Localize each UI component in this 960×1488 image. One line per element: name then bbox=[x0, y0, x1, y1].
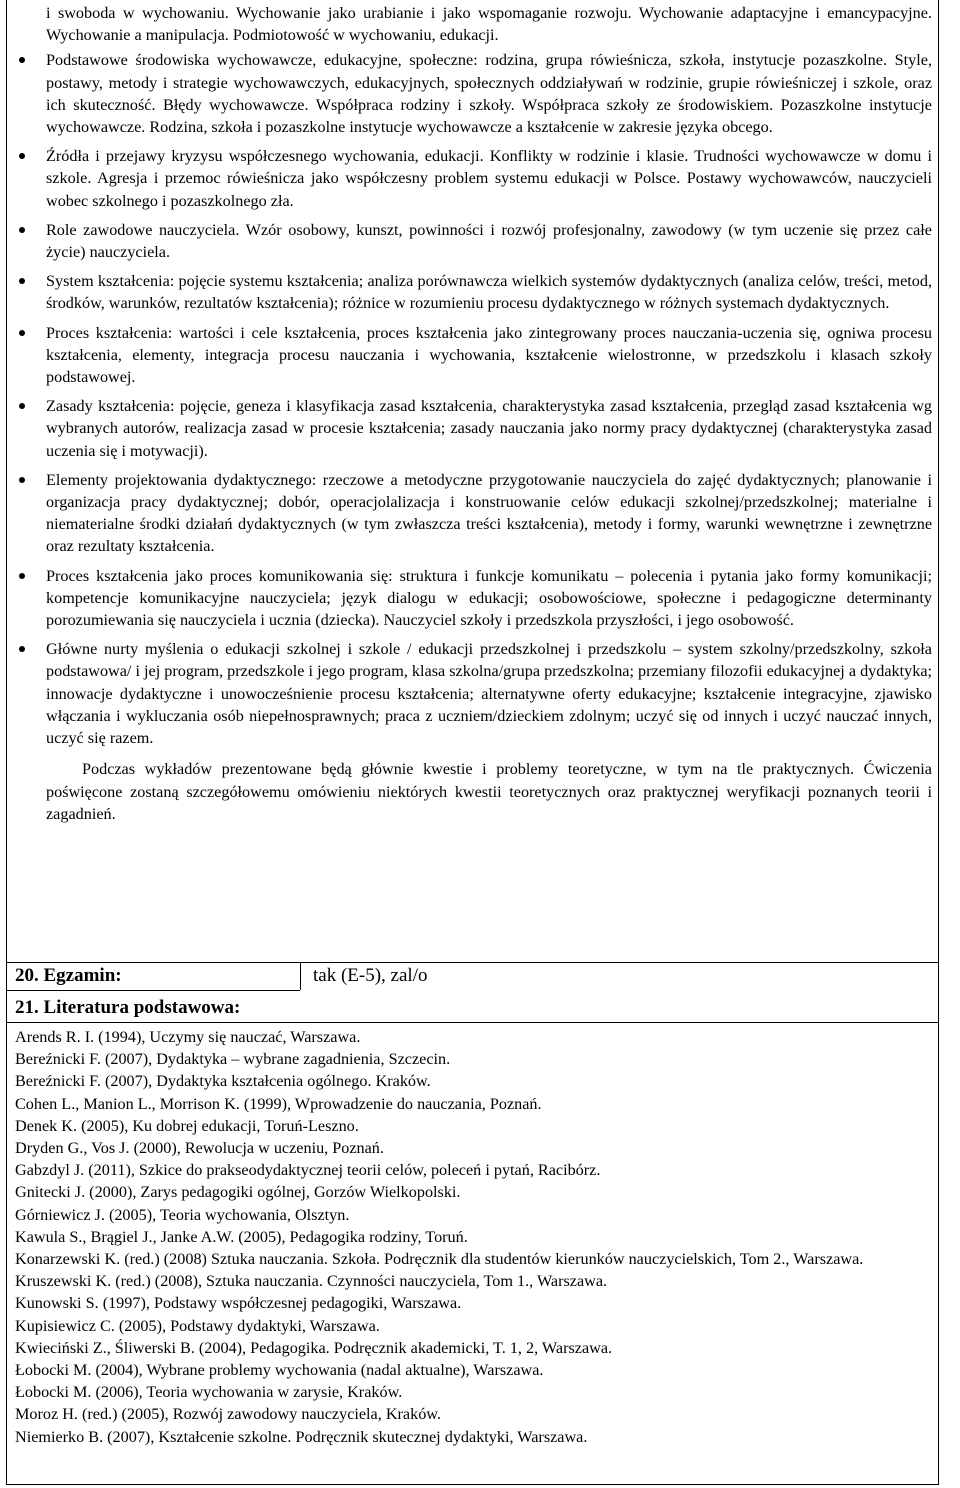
list-item-text: Zasady kształcenia: pojęcie, geneza i klasyfikacja zasad kształcenia, charakterystyka zasad kształcenia, przegląd zasad kształcenia wg wybranych autorów, realizacja zasad w procesie kształcenia; zasady nauczania jako normy pracy dydaktycznej (charakterystyka zasad uczenia się i motywacji). bbox=[46, 397, 932, 460]
list-item bbox=[14, 638, 932, 749]
literature-item: Cohen L., Manion L., Morrison K. (1999), Wprowadzenie do nauczania, Poznań. bbox=[15, 1094, 542, 1113]
list-item bbox=[14, 270, 932, 314]
literature-header-bottom-border bbox=[6, 1022, 939, 1023]
literature-item: Kruszewski K. (red.) (2008), Sztuka nauczania. Czynności nauczyciela, Tom 1., Warszawa. bbox=[15, 1272, 608, 1291]
list-item bbox=[14, 565, 932, 632]
bullet-icon bbox=[19, 57, 25, 63]
closing-paragraph: Podczas wykładów prezentowane będą głównie kwestie i problemy teoretyczne, w tym na tle praktycznych. Ćwiczenia poświęcone zostaną szczegółowemu omówieniu niektórych kwestii teoretycznych oraz praktycznej weryfikacji poznanych teorii i zagadnień. bbox=[46, 760, 932, 823]
program-content-section bbox=[14, 2, 932, 825]
bullet-icon bbox=[19, 153, 25, 159]
literature-item: Kawula S., Brągiel J., Janke A.W. (2005), Pedagogika rodziny, Toruń. bbox=[15, 1227, 468, 1246]
exam-cell-divider bbox=[300, 962, 301, 990]
list-item-text: Proces kształcenia jako proces komunikowania się: struktura i funkcje komunikatu – polecenia i pytania jako formy komunikacji; kompetencje komunikacyjne nauczyciela; język dialogu w edukacji; osobowościowe, społeczne i pedagogiczne determinanty porozumiewania się nauczyciela i ucznia (dziecka). Nauczyciel szkoły i przedszkola przyszłości, i jego osobowość. bbox=[46, 566, 932, 630]
exam-row-bottom-border bbox=[6, 990, 300, 991]
literature-item: Górniewicz J. (2005), Teoria wychowania, Olsztyn. bbox=[15, 1205, 350, 1224]
list-item bbox=[14, 219, 932, 263]
literature-item: Arends R. I. (1994), Uczymy się nauczać, Warszawa. bbox=[15, 1028, 361, 1046]
bullet-icon bbox=[19, 330, 25, 336]
list-item-text: Podstawowe środowiska wychowawcze, edukacyjne, społeczne: rodzina, grupa rówieśnicza, szkoła, instytucje pozaszkolne. Style, postawy, metody i strategie wychowawczych, edukacyjnych, społecznych oddziaływań w rodzinie, grupie rówieśniczej i szkole, oraz ich skuteczność. Błędy wychowawcze. Współpraca rodziny i szkoły. Współpraca szkoły ze środowiskiem. Pozaszkolne instytucje wychowawcze. Rodzina, szkoła i pozaszkolne instytucje wychowawcze a kształcenie w zakresie języka obcego. bbox=[46, 51, 932, 137]
literature-item: Kupisiewicz C. (2005), Podstawy dydaktyki, Warszawa. bbox=[15, 1316, 380, 1335]
literature-item: Niemierko B. (2007), Kształcenie szkolne. Podręcznik skutecznej dydaktyki, Warszawa. bbox=[15, 1427, 588, 1446]
bullet-icon bbox=[19, 227, 25, 233]
list-item bbox=[14, 322, 932, 389]
list-item-text: Role zawodowe nauczyciela. Wzór osobowy, kunszt, powinności i rozwój profesjonalny, zawodowy (w tym uczenie się przez całe życie) nauczyciela. bbox=[46, 220, 932, 262]
bullet-icon bbox=[19, 477, 25, 483]
literature-item: Moroz H. (red.) (2005), Rozwój zawodowy nauczyciela, Kraków. bbox=[15, 1405, 441, 1424]
literature-item: Gabzdyl J. (2011), Szkice do prakseodydaktycznej teorii celów, poleceń i pytań, Racibórz. bbox=[15, 1161, 601, 1180]
literature-label: 21. Literatura podstawowa: bbox=[15, 997, 241, 1018]
literature-item: Dryden G., Vos J. (2000), Rewolucja w uczeniu, Poznań. bbox=[15, 1139, 384, 1158]
intro-continuation: i swoboda w wychowaniu. Wychowanie jako urabianie i jako wspomaganie rozwoju. Wychowanie adaptacyjne i emancypacyjne. Wychowanie a manipulacja. Podmiotowość w wychowaniu, edukacji. bbox=[46, 4, 932, 45]
exam-value: tak (E-5), zal/o bbox=[313, 965, 428, 986]
topics-list bbox=[14, 49, 932, 749]
list-item bbox=[14, 145, 932, 212]
literature-item: Kwieciński Z., Śliwerski B. (2004), Pedagogika. Podręcznik akademicki, T. 1, 2, Warszawa. bbox=[15, 1338, 613, 1357]
list-item-text: System kształcenia: pojęcie systemu kształcenia; analiza porównawcza wielkich systemów dydaktycznych (analiza celów, treści, metod, środków, warunków, rezultatów kształcenia); różnice w rozumieniu procesu dydaktycznego w różnych systemach dydaktycznych. bbox=[46, 272, 932, 313]
literature-item: Łobocki M. (2004), Wybrane problemy wychowania (nadal aktualne), Warszawa. bbox=[15, 1361, 544, 1380]
list-item bbox=[14, 395, 932, 462]
literature-item: Konarzewski K. (red.) (2008) Sztuka nauczania. Szkoła. Podręcznik dla studentów kierunków nauczycielskich, Tom 2., Warszawa. bbox=[15, 1250, 864, 1269]
list-item-text: Źródła i przejawy kryzysu współczesnego wychowania, edukacji. Konflikty w rodzinie i klasie. Trudności wychowawcze w domu i szkole. Agresja i przemoc rówieśnicza jako współczesny problem systemu edukacji w Polsce. Postawy wychowawców, nauczycieli wobec szkolnego i pozaszkolnego zła. bbox=[46, 147, 932, 210]
list-item-text: Proces kształcenia: wartości i cele kształcenia, proces kształcenia jako zintegrowany proces nauczania-uczenia się, ogniwa procesu kształcenia, elementy, integracja procesu nauczania i wychowania, kształcenie wielostronne, w przedszkolu i klasach szkoły podstawowej. bbox=[46, 323, 932, 387]
exam-row-top-border bbox=[6, 962, 939, 963]
bullet-icon bbox=[19, 278, 25, 284]
table-border-right bbox=[938, 0, 939, 1484]
literature-item: Łobocki M. (2006), Teoria wychowania w zarysie, Kraków. bbox=[15, 1383, 403, 1402]
list-item-text: Elementy projektowania dydaktycznego: rzeczowe a metodyczne przygotowanie nauczyciela do zajęć dydaktycznych; planowanie i organizacja pracy dydaktycznej; dobór, operacjolalizacja i konstruowanie celów edukacji szkolnej/przedszkolnej; materialne i niematerialne środki działań dydaktycznych (w tym zwłaszcza treści kształcenia), metody i formy, warunki wewnętrzne i zewnętrzne oraz rezultaty kształcenia. bbox=[46, 470, 932, 556]
list-item-text: Główne nurty myślenia o edukacji szkolnej i szkole / edukacji przedszkolnej i przedszkolu – system szkolny/przedszkolny, szkoła podstawowa/ i jej program, przedszkole i jego program, klasa szkolna/grupa przedszkolna; przemiany filozofii edukacyjnej a dydaktyka; innowacje dydaktyczne i unowocześnienie procesu kształcenia; alternatywne oferty edukacyjne; kształcenie integracyjne, zjawisko włączania i wykluczania osób niepełnosprawnych; praca z uczniem/dzieckiem zdolnym; uczyć się od innych i uczyć nauczać innych, uczyć się razem. bbox=[46, 640, 932, 748]
literature-item: Denek K. (2005), Ku dobrej edukacji, Toruń-Leszno. bbox=[15, 1116, 359, 1135]
list-item bbox=[14, 49, 932, 138]
literature-item: Gnitecki J. (2000), Zarys pedagogiki ogólnej, Gorzów Wielkopolski. bbox=[15, 1183, 461, 1202]
table-border-bottom bbox=[6, 1484, 939, 1485]
literature-item: Kunowski S. (1997), Podstawy współczesnej pedagogiki, Warszawa. bbox=[15, 1294, 462, 1313]
literature-item: Bereźnicki F. (2007), Dydaktyka kształcenia ogólnego. Kraków. bbox=[15, 1072, 431, 1091]
literature-list bbox=[15, 1026, 930, 1448]
table-border-left bbox=[6, 0, 7, 1484]
exam-label: 20. Egzamin: bbox=[15, 965, 122, 986]
bullet-icon bbox=[19, 646, 25, 652]
literature-item: Bereźnicki F. (2007), Dydaktyka – wybrane zagadnienia, Szczecin. bbox=[15, 1050, 451, 1069]
list-item bbox=[14, 469, 932, 558]
bullet-icon bbox=[19, 573, 25, 579]
bullet-icon bbox=[19, 403, 25, 409]
